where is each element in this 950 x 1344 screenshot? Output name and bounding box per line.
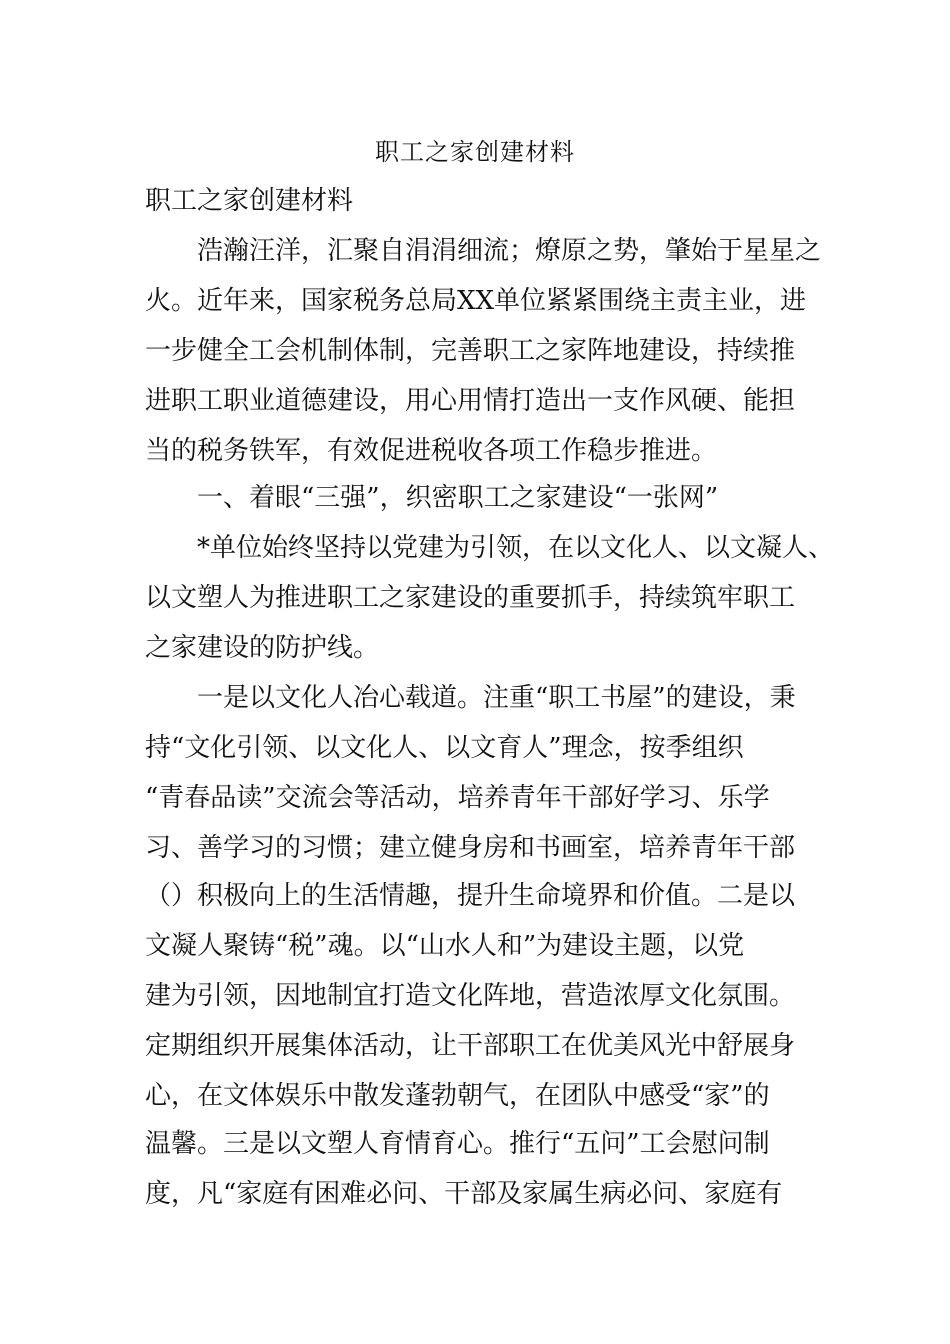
paragraph-line: 当的税务铁军，有效促进税收各项工作稳步推进。 (145, 436, 718, 466)
paragraph-line: （）积极向上的生活情趣，提升生命境界和价值。二是以 (145, 881, 796, 911)
document-title: 职工之家创建材料 (375, 138, 575, 166)
paragraph-line: 以文塑人为推进职工之家建设的重要抓手，持续筑牢职工 (145, 583, 796, 613)
paragraph-line: 一是以文化人冶心载道。注重“职工书屋”的建设，秉 (145, 683, 796, 713)
paragraph-line: 浩瀚汪洋，汇聚自涓涓细流；燎原之势，肇始于星星之 (145, 236, 822, 266)
paragraph-line: *单位始终坚持以党建为引领，在以文化人、以文凝人、 (145, 533, 835, 563)
paragraph-line: 持“文化引领、以文化人、以文育人”理念，按季组织 (145, 733, 744, 763)
paragraph-line: 温馨。三是以文塑人育情育心。推行“五问”工会慰问制 (145, 1129, 770, 1159)
section-heading: 一、着眼“三强”，织密职工之家建设“一张网” (145, 483, 719, 513)
paragraph-line: 文凝人聚铸“税”魂。以“山水人和”为建设主题，以党 (145, 931, 745, 961)
paragraph-line: 度，凡“家庭有困难必问、干部及家属生病必问、家庭有 (145, 1179, 783, 1209)
paragraph-line: 定期组织开展集体活动，让干部职工在优美风光中舒展身 (145, 1031, 796, 1061)
paragraph-line: 进职工职业道德建设，用心用情打造出一支作风硬、能担 (145, 386, 796, 416)
paragraph-line: 心，在文体娱乐中散发蓬勃朝气，在团队中感受“家”的 (145, 1081, 770, 1111)
paragraph-line: 一步健全工会机制体制，完善职工之家阵地建设，持续推 (145, 336, 796, 366)
paragraph-line: 火。近年来，国家税务总局XX单位紧紧围绕主责主业，进 (145, 286, 807, 316)
paragraph-line: 建为引领，因地制宜打造文化阵地，营造浓厚文化氛围。 (145, 981, 796, 1011)
subtitle-line: 职工之家创建材料 (145, 186, 354, 216)
paragraph-line: 习、善学习的习惯；建立健身房和书画室，培养青年干部 (145, 833, 796, 863)
paragraph-line: 之家建设的防护线。 (145, 633, 380, 663)
paragraph-line: “青春品读”交流会等活动，培养青年干部好学习、乐学 (145, 783, 770, 813)
